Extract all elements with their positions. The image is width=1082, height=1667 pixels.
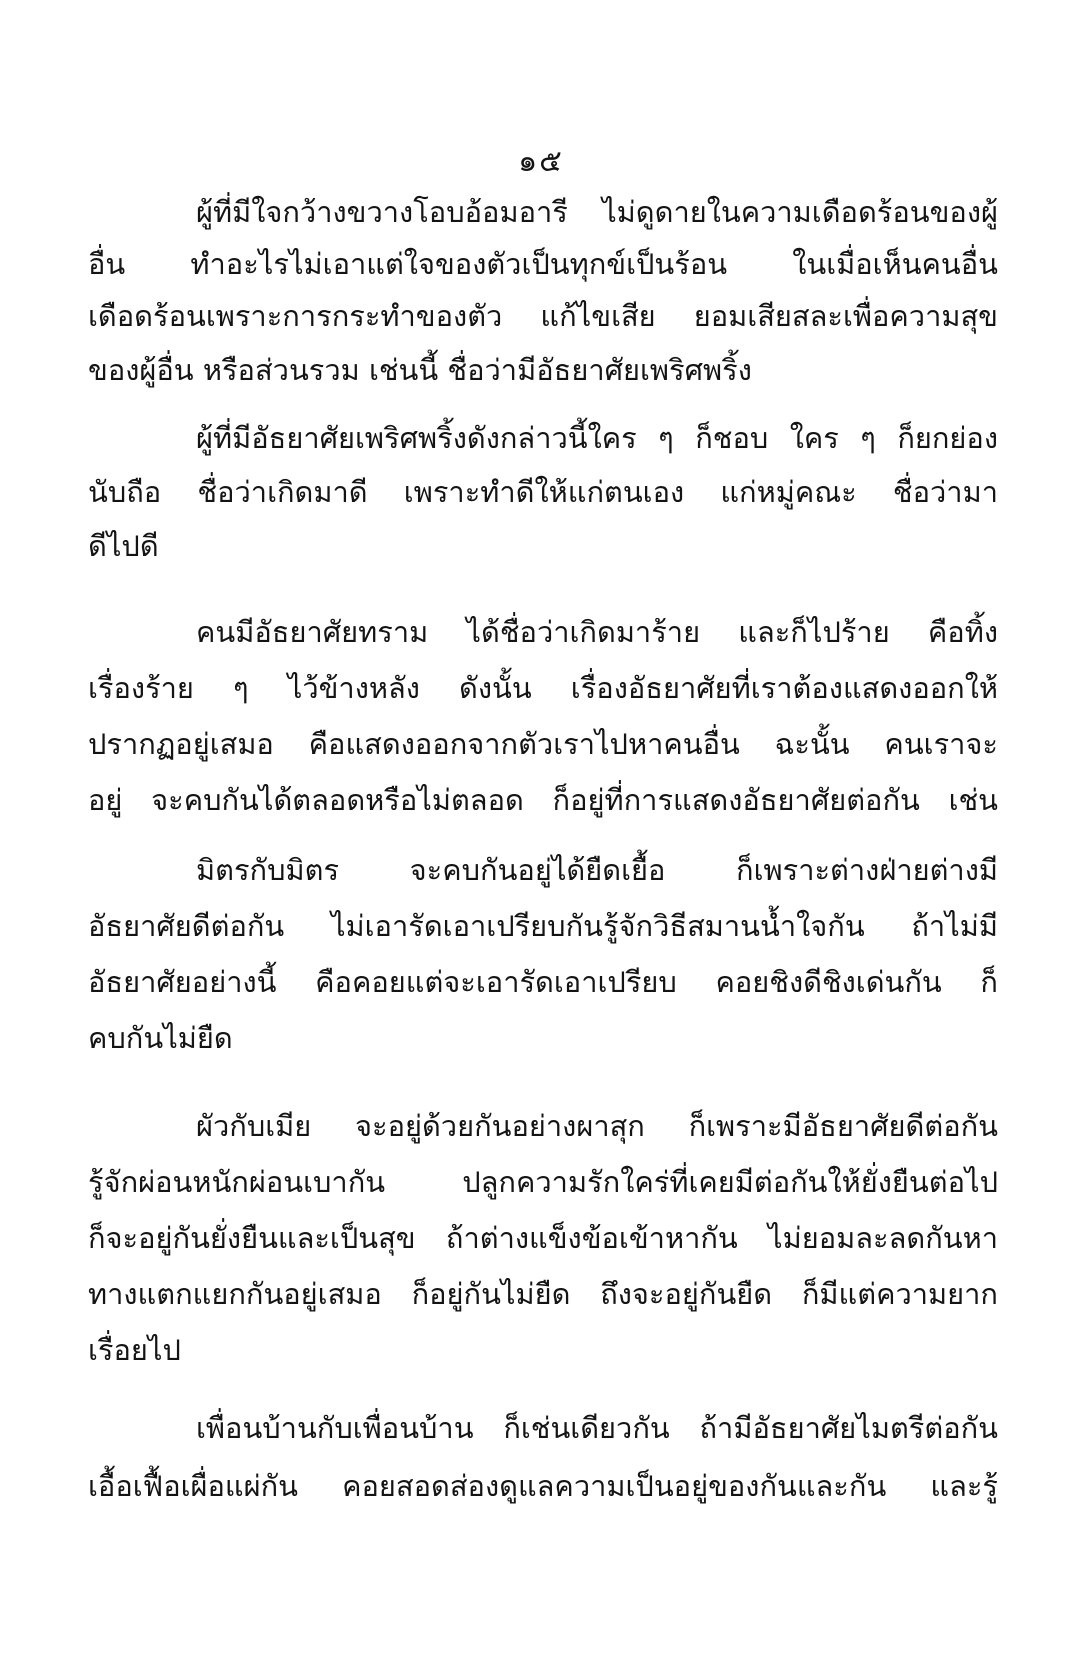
paragraph-4-line-1: มิตรกับมิตร จะคบกันอยู่ได้ยืดเยื้อ ก็เพราะต่างฝ่ายต่างมี	[196, 853, 998, 887]
paragraph-3-line-3: ปรากฏอยู่เสมอ คือแสดงออกจากตัวเราไปหาคนอื่น ฉะนั้น คนเราจะ	[88, 727, 998, 761]
paragraph-3-line-2: เรื่องร้าย ๆ ไว้ข้างหลัง ดังนั้น เรื่องอัธยาศัยที่เราต้องแสดงออกให้	[88, 671, 998, 705]
paragraph-6-line-1: เพื่อนบ้านกับเพื่อนบ้าน ก็เช่นเดียวกัน ถ้ามีอัธยาศัยไมตรีต่อกัน	[196, 1411, 998, 1445]
page-number: ๑๕	[518, 144, 564, 179]
paragraph-4-line-4: คบกันไม่ยืด	[88, 1021, 233, 1055]
paragraph-2-line-3: ดีไปดี	[88, 529, 159, 563]
paragraph-1-line-4: ของผู้อื่น หรือส่วนรวม เช่นนี้ ชื่อว่ามีอัธยาศัยเพริศพริ้ง	[88, 353, 752, 387]
paragraph-5-line-2: รู้จักผ่อนหนักผ่อนเบากัน ปลูกความรักใคร่ที่เคยมีต่อกันให้ยั่งยืนต่อไป	[88, 1165, 998, 1199]
paragraph-4-line-2: อัธยาศัยดีต่อกัน ไม่เอารัดเอาเปรียบกันรู้จักวิธีสมานน้ำใจกัน ถ้าไม่มี	[88, 909, 998, 943]
paragraph-3-line-4: อยู่ จะคบกันได้ตลอดหรือไม่ตลอด ก็อยู่ที่การแสดงอัธยาศัยต่อกัน เช่น	[88, 783, 998, 817]
paragraph-1-line-3: เดือดร้อนเพราะการกระทำของตัว แก้ไขเสีย ยอมเสียสละเพื่อความสุข	[88, 299, 998, 333]
paragraph-5-line-4: ทางแตกแยกกันอยู่เสมอ ก็อยู่กันไม่ยืด ถึงจะอยู่กันยืด ก็มีแต่ความยาก	[88, 1277, 998, 1311]
paragraph-5-line-1: ผัวกับเมีย จะอยู่ด้วยกันอย่างผาสุก ก็เพราะมีอัธยาศัยดีต่อกัน	[196, 1109, 998, 1143]
paragraph-2-line-1: ผู้ที่มีอัธยาศัยเพริศพริ้งดังกล่าวนี้ใคร ๆ ก็ชอบ ใคร ๆ ก็ยกย่อง	[196, 421, 998, 455]
paragraph-6-line-2: เอื้อเฟื้อเผื่อแผ่กัน คอยสอดส่องดูแลความเป็นอยู่ของกันและกัน และรู้	[88, 1469, 998, 1503]
paragraph-1-line-1: ผู้ที่มีใจกว้างขวางโอบอ้อมอารี ไม่ดูดายในความเดือดร้อนของผู้	[196, 195, 998, 229]
paragraph-3-line-1: คนมีอัธยาศัยทราม ได้ชื่อว่าเกิดมาร้าย และก็ไปร้าย คือทิ้ง	[196, 615, 998, 649]
paragraph-1-line-2: อื่น ทำอะไรไม่เอาแต่ใจของตัวเป็นทุกข์เป็นร้อน ในเมื่อเห็นคนอื่น	[88, 247, 998, 281]
paragraph-5-line-5: เรื่อยไป	[88, 1333, 181, 1367]
paragraph-4-line-3: อัธยาศัยอย่างนี้ คือคอยแต่จะเอารัดเอาเปรียบ คอยชิงดีชิงเด่นกัน ก็	[88, 965, 998, 999]
paragraph-2-line-2: นับถือ ชื่อว่าเกิดมาดี เพราะทำดีให้แก่ตนเอง แก่หมู่คณะ ชื่อว่ามา	[88, 475, 998, 509]
paragraph-5-line-3: ก็จะอยู่กันยั่งยืนและเป็นสุข ถ้าต่างแข็งข้อเข้าหากัน ไม่ยอมละลดกันหา	[88, 1221, 998, 1255]
